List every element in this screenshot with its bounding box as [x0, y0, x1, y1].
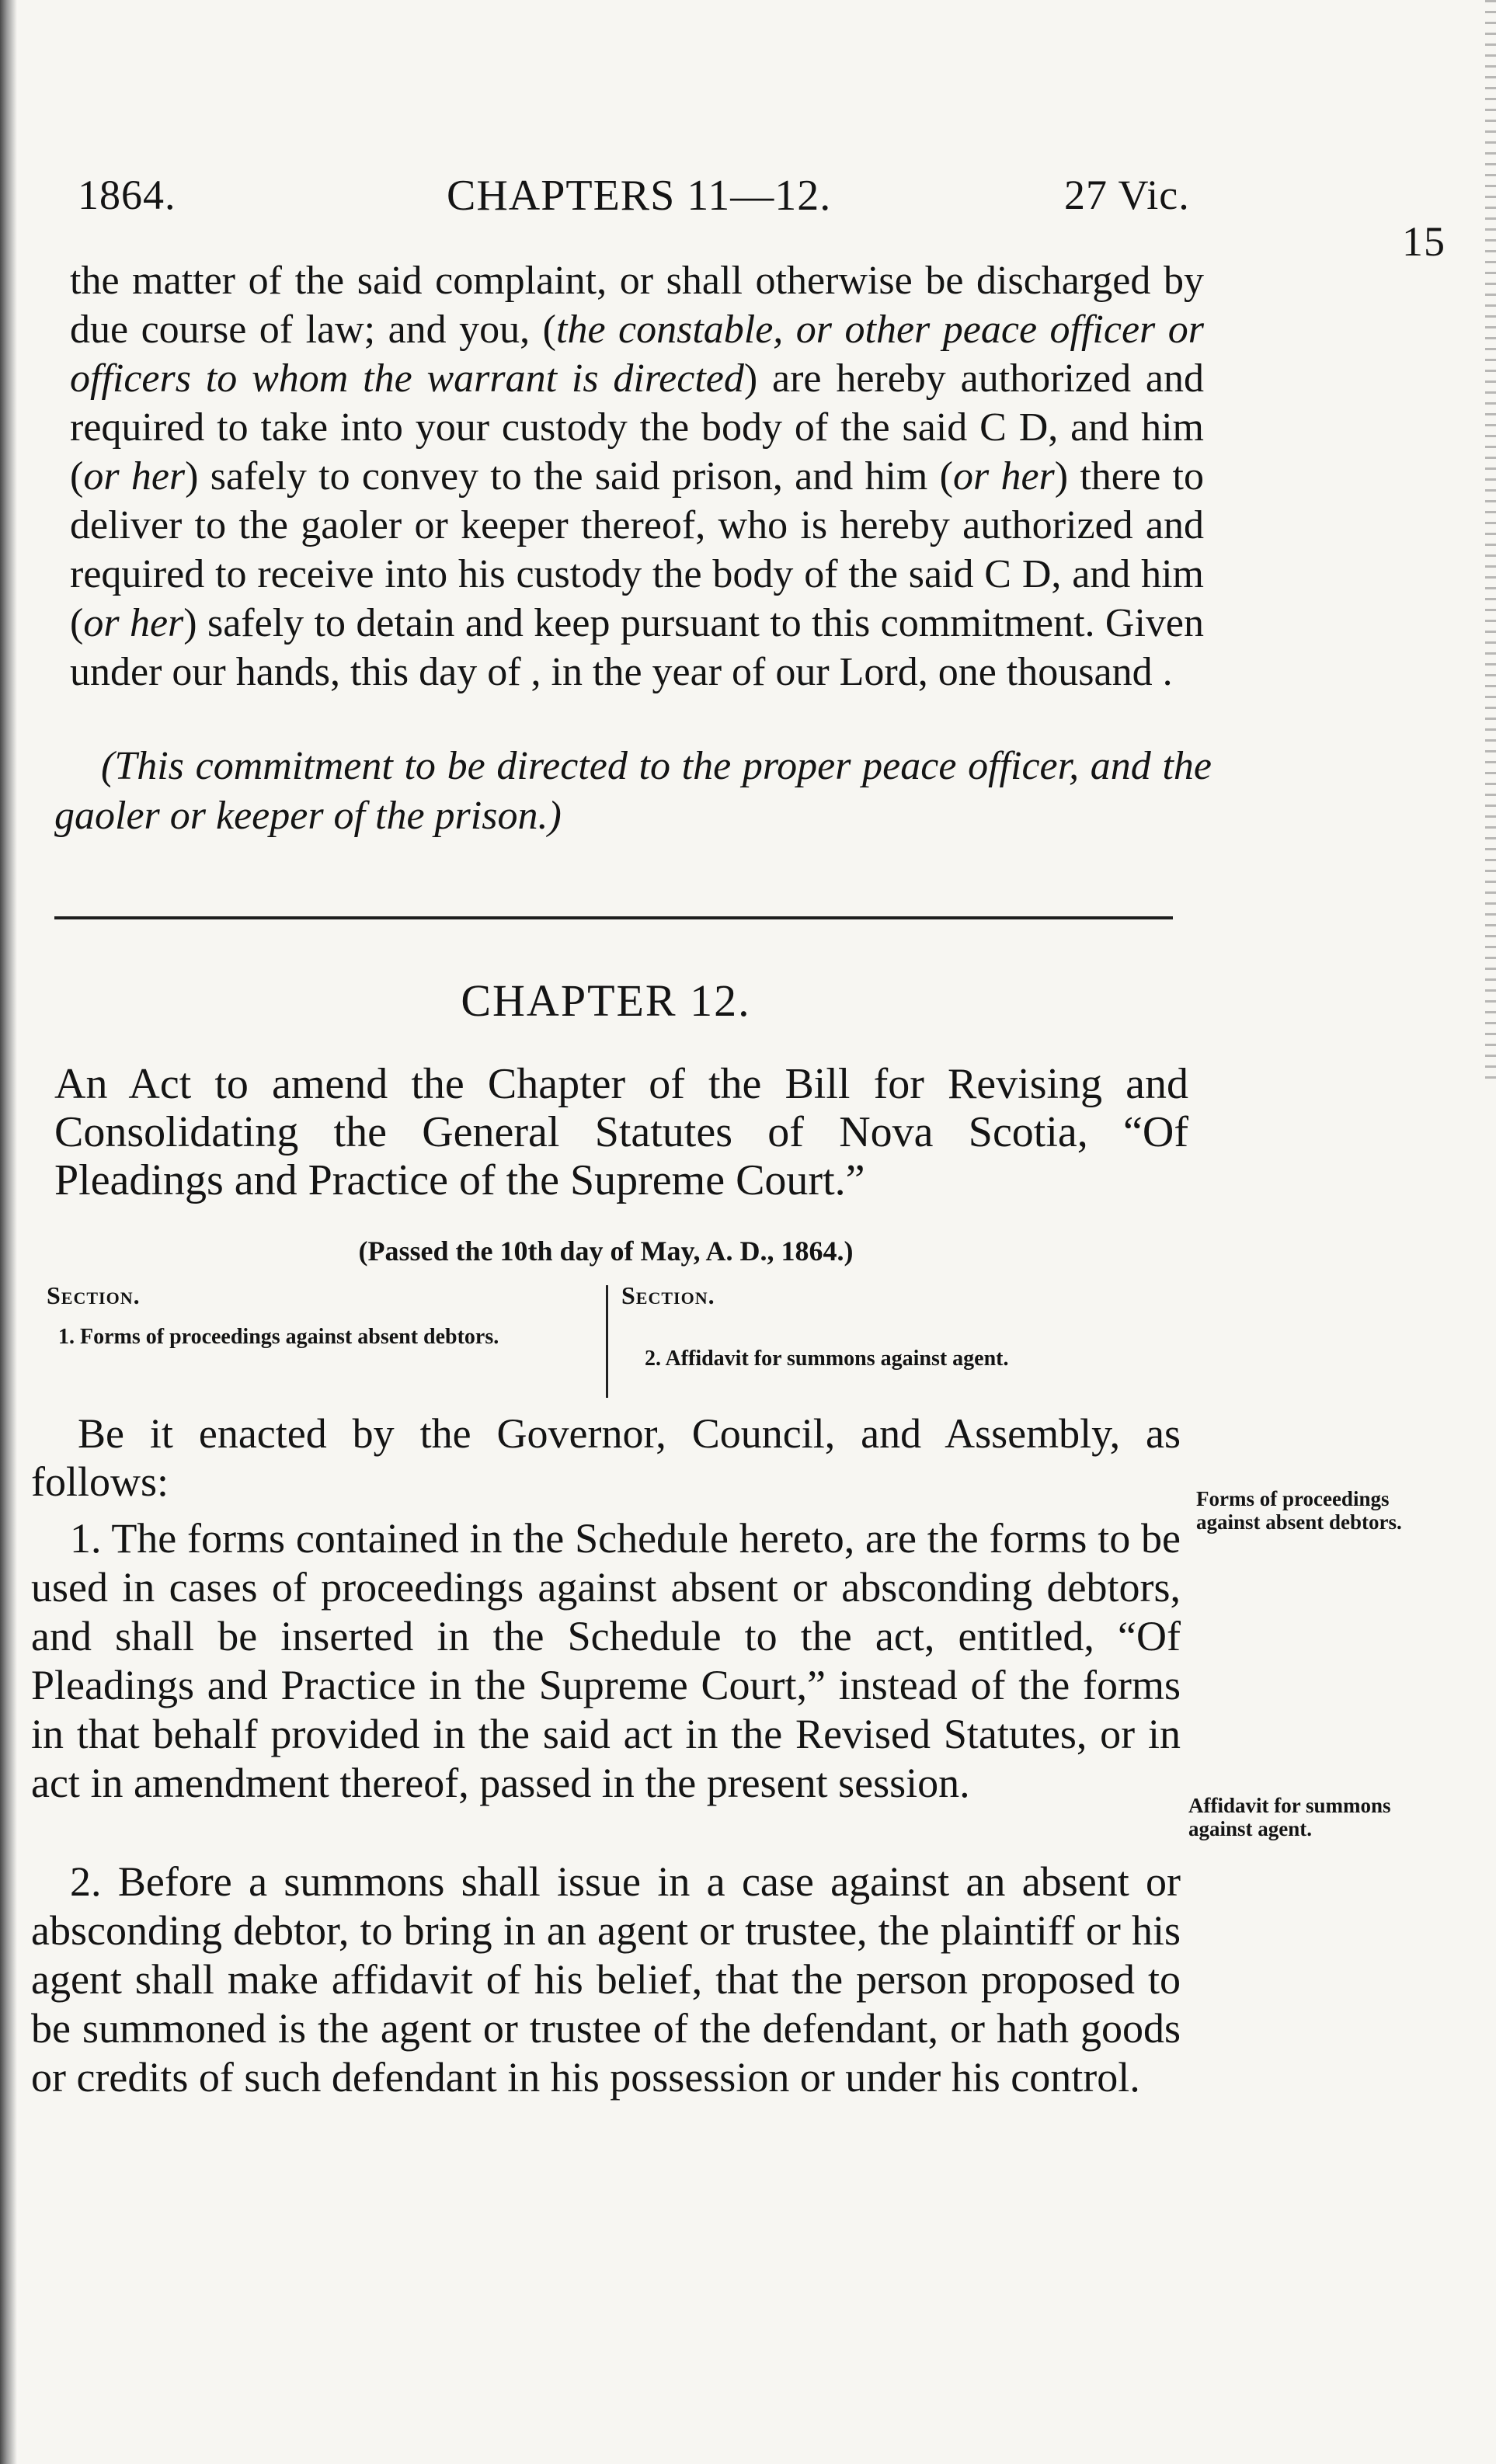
page-number: 15 [1402, 218, 1446, 265]
header-year: 1864. [78, 172, 176, 218]
continuation-italic-1: the constable, or other peace officer or officers to whom the warrant is directed [70, 308, 1204, 401]
chapter-title: CHAPTER 12. [461, 975, 751, 1026]
section-index-heading-left: Section. [47, 1281, 141, 1309]
section-2-text: Before a summons shall issue in a case against an absent or absconding debtor, to bring in an agent or trustee, the plaintiff or his agent shall make affidavit of his belief, that the person proposed to be summoned is the agent or trustee of the defendant, or hath goods or credits of such defendant in his possession or under his control. [31, 1858, 1181, 2101]
margin-note-section-1: Forms of proceedings against absent debtors. [1196, 1487, 1402, 1534]
continuation-text-4: ) there to deliver to the gaoler or keeper thereof, who is hereby authorized and required to receive into his custody the body of the said C D, and him ( [70, 454, 1204, 645]
section-index-item-2: 2. Affidavit for summons against agent. [645, 1347, 1009, 1371]
section-2-number: 2. [70, 1858, 102, 1905]
section-index-heading-right: Section. [621, 1281, 715, 1309]
section-1 [31, 1514, 1181, 1808]
continuation-paragraph [70, 256, 1204, 697]
continuation-text-5: ) safely to detain and keep pursuant to this commitment. Given under our hands, this day of , in the year of our Lord, one thousand . [70, 601, 1204, 694]
section-index-divider [606, 1285, 608, 1398]
enacting-clause: Be it enacted by the Governor, Council, and Assembly, as follows: [31, 1410, 1181, 1505]
continuation-text-2: ) are hereby authorized and required to take into your custody the body of the said C D, and him ( [70, 356, 1204, 499]
section-index-item-1: 1. Forms of proceedings against absent debtors. [58, 1325, 499, 1349]
passed-date: (Passed the 10th day of May, A. D., 1864.) [358, 1235, 854, 1267]
commitment-note: (This commitment to be directed to the proper peace officer, and the gaoler or keeper of the prison.) [54, 744, 1212, 838]
section-2 [31, 1858, 1181, 2102]
section-1-number: 1. [70, 1515, 102, 1562]
continuation-italic-3: or her [952, 454, 1055, 499]
continuation-italic-2: or her [83, 454, 186, 499]
page-edge-marks [1485, 0, 1496, 1087]
continuation-text-1: the matter of the said complaint, or shall otherwise be discharged by due course of law; and you, ( [70, 259, 1204, 352]
binding-shadow [0, 0, 17, 2464]
header-chapters: CHAPTERS 11—12. [447, 172, 832, 220]
section-1-text: The forms contained in the Schedule hereto, are the forms to be used in cases of proceedings against absent or absconding debtors, and shall be inserted in the Schedule to the act, entitled, “Of Pleadings and Practice in the Supreme Court,” instead of the forms in that behalf provided in the said act in the Revised Statutes, or in act in amendment thereof, passed in the present session. [31, 1515, 1181, 1806]
continuation-italic-4: or her [83, 601, 184, 645]
margin-note-section-2: Affidavit for summons against agent. [1188, 1794, 1391, 1840]
header-regnal-year: 27 Vic. [1064, 172, 1190, 218]
continuation-text-3: ) safely to convey to the said prison, and him ( [185, 454, 953, 499]
act-title: An Act to amend the Chapter of the Bill for Revising and Consolidating the General Statutes of Nova Scotia, “Of Pleadings and Practice of the Supreme Court.” [54, 1060, 1188, 1204]
chapter-divider [54, 916, 1173, 919]
